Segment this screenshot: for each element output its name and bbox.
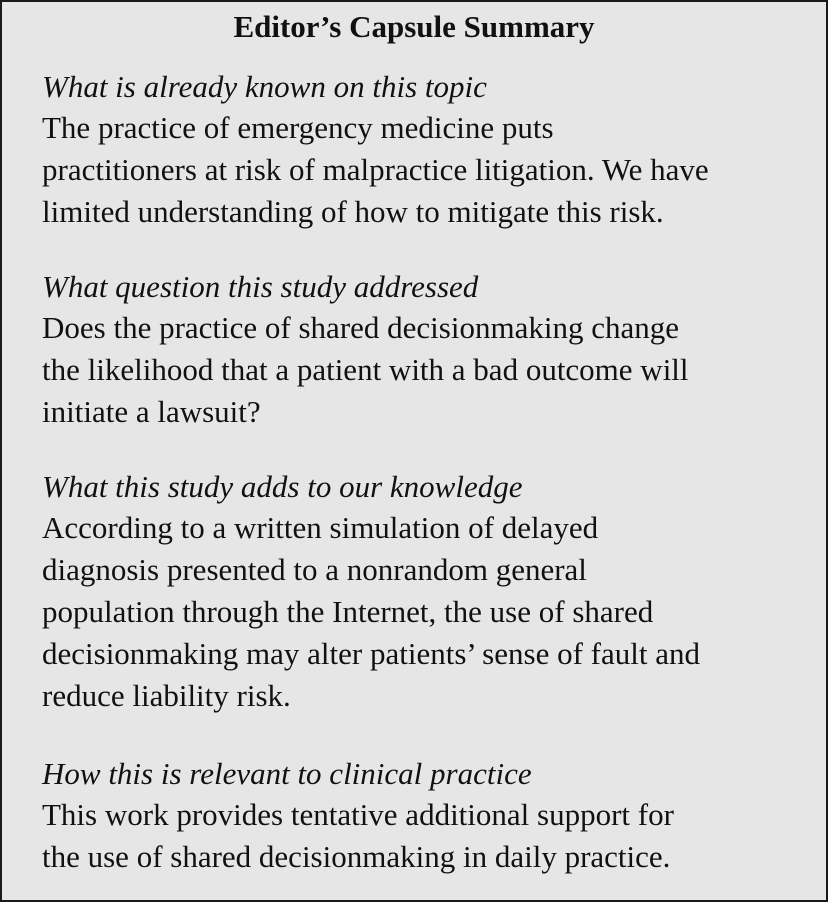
body-line: the likelihood that a patient with a bad outcome will	[42, 352, 689, 387]
body-line: population through the Internet, the use of shared	[42, 594, 654, 629]
body-line: the use of shared decisionmaking in daily practice.	[42, 839, 671, 874]
body-line: reduce liability risk.	[42, 678, 291, 713]
section-heading: What question this study addressed	[42, 269, 479, 304]
body-line: practitioners at risk of malpractice litigation. We have	[42, 152, 709, 187]
section-question-addressed	[42, 267, 812, 433]
body-line: limited understanding of how to mitigate this risk.	[42, 194, 664, 229]
body-line: The practice of emergency medicine puts	[42, 110, 554, 145]
capsule-title: Editor’s Capsule Summary	[233, 9, 595, 44]
section-heading: What this study adds to our knowledge	[42, 469, 523, 504]
body-line: diagnosis presented to a nonrandom general	[42, 552, 587, 587]
body-line: According to a written simulation of delayed	[42, 510, 599, 545]
section-heading: How this is relevant to clinical practice	[42, 756, 532, 791]
section-already-known	[42, 67, 812, 233]
body-line: Does the practice of shared decisionmaking change	[42, 310, 679, 345]
body-line: decisionmaking may alter patients’ sense of fault and	[42, 636, 700, 671]
body-line: initiate a lawsuit?	[42, 394, 261, 429]
section-body	[42, 107, 812, 233]
section-heading: What is already known on this topic	[42, 69, 487, 104]
section-study-adds	[42, 467, 812, 717]
section-body	[42, 507, 812, 717]
section-body	[42, 307, 812, 433]
section-clinical-relevance	[42, 754, 812, 878]
body-line: This work provides tentative additional support for	[42, 797, 674, 832]
section-body	[42, 794, 812, 878]
